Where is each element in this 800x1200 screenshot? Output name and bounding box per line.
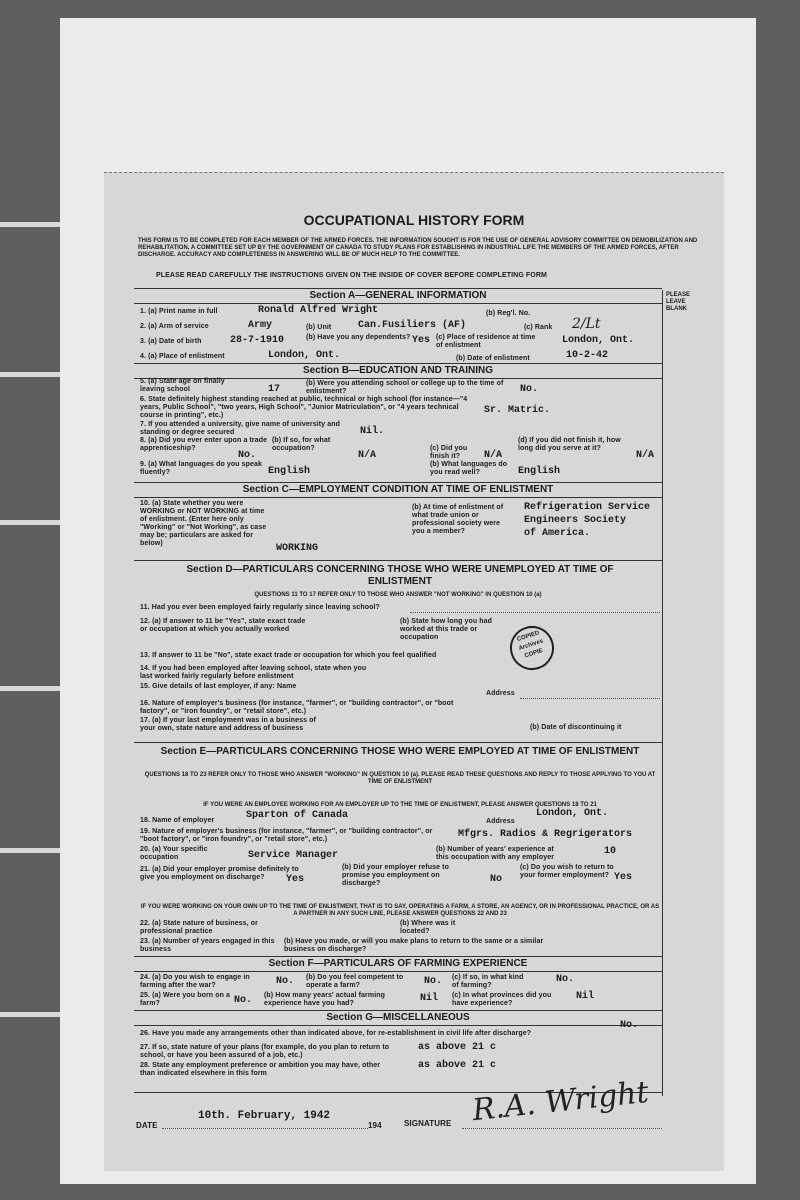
q15-address-label: Address	[486, 690, 515, 697]
q10a-label: 10. (a) State whether you were WORKING or NOT WORKING at time of enlistment. (Enter here only "Working" or "Not Working", as case may be; particulars are asked for below)	[140, 500, 267, 547]
q24c-label: (c) If so, in what kind of farming?	[452, 974, 524, 989]
q1a-label: 1. (a) Print name in full	[140, 308, 218, 315]
q20b-label: (b) Number of years' experience at this occupation with any employer	[436, 846, 555, 861]
q25b-label: (b) How many years' actual farming experience have you had?	[264, 992, 385, 1007]
farm-years-value: Nil	[420, 993, 439, 1004]
age-value: 17	[268, 384, 281, 395]
q2c-label: (c) Rank	[524, 324, 553, 331]
arrangements-value: No.	[620, 1020, 639, 1031]
binder-strip	[0, 1012, 60, 1017]
q24b-label: (b) Do you feel competent to operate a farm?	[306, 974, 404, 989]
archives-copy-stamp: COPIED Archives COPIE	[504, 620, 559, 675]
section-e-title: Section E—PARTICULARS CONCERNING THOSE WHO WERE EMPLOYED AT TIME OF ENLISTMENT	[160, 746, 640, 757]
q5b-label: (b) Were you attending school or college up to the time of enlistment?	[306, 380, 504, 395]
section-f-title: Section F—PARTICULARS OF FARMING EXPERIENCE	[268, 958, 528, 969]
binder-strip	[0, 520, 60, 525]
union-line-3: of America.	[524, 528, 591, 539]
attending-value: No.	[520, 384, 539, 395]
union-line-1: Refrigeration Service	[524, 502, 651, 513]
q11-label: 11. Had you ever been employed fairly regularly since leaving school?	[140, 604, 380, 611]
q25a-label: 25. (a) Were you born on a farm?	[140, 992, 230, 1007]
unit-value: Can.Fusiliers (AF)	[358, 320, 467, 331]
q8b-label: (b) If so, for what occupation?	[272, 437, 331, 452]
q17a-label: 17. (a) If your last employment was in a business of your own, state nature and address of business	[140, 717, 316, 732]
section-c-title: Section C—EMPLOYMENT CONDITION AT TIME OF ENLISTMENT	[242, 484, 554, 495]
signature-label: SIGNATURE	[404, 1119, 452, 1128]
date-value: 10th. February, 1942	[198, 1110, 331, 1122]
name-value: Ronald Alfred Wright	[258, 305, 379, 316]
q26-label: 26. Have you made any arrangements other than indicated above, for re-establishment in civil life after discharge?	[140, 1030, 532, 1037]
return-value: Yes	[614, 872, 633, 883]
employer-value: Sparton of Canada	[246, 810, 349, 821]
q4b-label: (b) Date of enlistment	[456, 355, 530, 362]
section-a-title: Section A—GENERAL INFORMATION	[309, 290, 487, 301]
enlist-place-value: London, Ont.	[268, 350, 341, 361]
date-label: DATE	[136, 1121, 158, 1130]
specific-occupation-value: Service Manager	[248, 850, 339, 861]
q17b-label: (b) Date of discontinuing it	[530, 724, 622, 731]
q18-label: 18. Name of employer	[140, 817, 215, 824]
status-value: WORKING	[276, 543, 319, 554]
years-experience-value: 10	[604, 846, 617, 857]
q12a-label: 12. (a) If answer to 11 be "Yes", state exact trade or occupation at which you actually worked	[140, 618, 306, 633]
q21b-label: (b) Did your employer refuse to promise you employment on discharge?	[342, 864, 449, 887]
margin-rule	[662, 290, 663, 1096]
business-value: Mfgrs. Radios & Regrigerators	[458, 829, 633, 840]
q14-label: 14. If you had been employed after leaving school, state when you last worked fairly regularly before enlistment	[140, 665, 367, 680]
provinces-value: Nil	[576, 991, 595, 1002]
section-d-title: Section D—PARTICULARS CONCERNING THOSE WHO WERE UNEMPLOYED AT TIME OF ENLISTMENT	[186, 564, 614, 587]
q9a-label: 9. (a) What languages do you speak fluently?	[140, 461, 263, 476]
preference-value: as above 21 c	[418, 1060, 497, 1071]
binder-strip	[0, 222, 60, 227]
form-instructions: PLEASE READ CAREFULLY THE INSTRUCTIONS GIVEN ON THE INSIDE OF COVER BEFORE COMPLETING FORM	[156, 272, 547, 279]
section-d-note: QUESTIONS 11 TO 17 REFER ONLY TO THOSE WHO ANSWER "NOT WORKING" IN QUESTION 10 (a)	[254, 592, 542, 598]
speak-value: English	[268, 466, 311, 477]
occupation-value: N/A	[358, 450, 377, 461]
q8a-label: 8. (a) Did you ever enter upon a trade apprenticeship?	[140, 437, 268, 452]
born-value: No.	[234, 995, 253, 1006]
q4a-label: 4. (a) Place of enlistment	[140, 353, 225, 360]
enlist-date-value: 10-2-42	[566, 350, 609, 361]
union-line-2: Engineers Society	[524, 515, 627, 526]
q3b-label: (b) Have you any dependents?	[306, 334, 411, 341]
apprentice-value: No.	[238, 450, 257, 461]
q9b-label: (b) What languages do you read well?	[430, 461, 508, 476]
plans-value: as above 21 c	[418, 1042, 497, 1053]
q15-label: 15. Give details of last employer, if any: Name	[140, 683, 297, 690]
dependents-value: Yes	[412, 335, 431, 346]
arm-value: Army	[248, 320, 273, 331]
competent-value: No.	[424, 976, 443, 987]
form-intro: THIS FORM IS TO BE COMPLETED FOR EACH MEMBER OF THE ARMED FORCES. THE INFORMATION SOUGHT IS FOR THE USE OF GENERAL ADVISORY COMMITTEE ON DEMOBILIZATION AND REHABILITATION, A COMMITTEE SET UP BY THE GOVERNMENT OF CANADA TO STUDY PLANS FOR ESTABLISHING IN INDUSTRIAL LIFE THE MEMBERS OF THE ARMED FORCES, AFTER DISCHARGE. ACCURACY AND COMPLETENESS IN ANSWERING WILL BE OF MUCH HELP TO THE COMMITTEE.	[138, 238, 698, 258]
q23a-label: 23. (a) Number of years engaged in this business	[140, 938, 275, 953]
q22b-label: (b) Where was it located?	[400, 920, 456, 935]
q24a-label: 24. (a) Do you wish to engage in farming after the war?	[140, 974, 250, 989]
binder-strip	[0, 848, 60, 853]
promise-value: Yes	[286, 874, 305, 885]
q2b-label: (b) Unit	[306, 324, 332, 331]
q21a-label: 21. (a) Did your employer promise definitely to give you employment on discharge?	[140, 866, 299, 881]
binder-strip	[0, 686, 60, 691]
q7-label: 7. If you attended a university, give name of university and standing or degree secured	[140, 421, 340, 436]
q6-label: 6. State definitely highest standing reached at public, technical or high school (for instance—"4 years, Public School", "two years, High School", "Junior Matriculation", or "4 years technical course in printing", etc.)	[140, 396, 468, 419]
year-suffix: 194	[368, 1121, 382, 1130]
kind-value: No.	[556, 974, 575, 985]
q3c-label: (c) Place of residence at time of enlistment	[436, 334, 536, 349]
engage-value: No.	[276, 976, 295, 987]
section-g-title: Section G—MISCELLANEOUS	[326, 1012, 470, 1023]
read-value: English	[518, 466, 561, 477]
finish-value: N/A	[484, 450, 503, 461]
rank-value: 2/Lt	[572, 316, 601, 332]
form-title: OCCUPATIONAL HISTORY FORM	[303, 212, 525, 228]
q20a-label: 20. (a) Your specific occupation	[140, 846, 208, 861]
binder-strip	[0, 372, 60, 377]
signature: R.A. Wright	[470, 1074, 651, 1129]
q2a-label: 2. (a) Arm of service	[140, 323, 209, 330]
university-value: Nil.	[360, 426, 385, 437]
q3a-label: 3. (a) Date of birth	[140, 338, 202, 345]
section-e-own-business-note: IF YOU WERE WORKING ON YOUR OWN UP TO THE TIME OF ENLISTMENT, THAT IS TO SAY, OPERATING A FARM, A STORE, AN AGENCY, OR IN PROFESSIONAL PRACTICE, OR AS A PARTNER IN ANY SUCH LINE, PLEASE ANSWER QUESTIONS 22 AND 23	[140, 904, 660, 917]
standing-value: Sr. Matric.	[484, 405, 551, 416]
q12b-label: (b) State how long you had worked at this trade or occupation	[400, 618, 493, 641]
q5a-label: 5. (a) State age on finally leaving school	[140, 378, 225, 393]
q8d-label: (d) If you did not finish it, how long did you serve at it?	[518, 437, 621, 452]
dob-value: 28-7-1910	[230, 335, 285, 346]
q13-label: 13. If answer to 11 be "No", state exact trade or occupation for which you feel qualified	[140, 652, 437, 659]
leave-blank-note: PLEASE LEAVE BLANK	[666, 292, 691, 312]
q22a-label: 22. (a) State nature of business, or professional practice	[140, 920, 258, 935]
q8c-label: (c) Did you finish it?	[430, 445, 468, 460]
q10b-label: (b) At time of enlistment of what trade union or professional society were you a member?	[412, 504, 504, 535]
q21c-label: (c) Do you wish to return to your former employment?	[520, 864, 614, 879]
employer-address-value: London, Ont.	[536, 808, 609, 819]
refuse-value: No	[490, 874, 503, 885]
section-e-note: QUESTIONS 18 TO 23 REFER ONLY TO THOSE WHO ANSWER "WORKING" IN QUESTION 10 (a). PLEASE READ THESE QUESTIONS AND REPLY TO THOSE APPLYING TO YOU AT TIME OF ENLISTMENT	[144, 772, 656, 785]
q18-address-label: Address	[486, 818, 515, 825]
section-b-title: Section B—EDUCATION AND TRAINING	[303, 365, 493, 376]
q28-label: 28. State any employment preference or ambition you may have, other than indicated elsewhere in this form	[140, 1062, 381, 1077]
q19-label: 19. Nature of employer's business (for instance, "farmer", or "building contractor", or "boot factory", or "iron foundry", or "retail store", etc.)	[140, 828, 433, 843]
q25c-label: (c) In what provinces did you have experience?	[452, 992, 552, 1007]
served-value: N/A	[636, 450, 655, 461]
q27-label: 27. If so, state nature of your plans (for example, do you plan to return to school, or have you been assured of a job, etc.)	[140, 1044, 390, 1059]
section-e-employee-note: IF YOU WERE AN EMPLOYEE WORKING FOR AN EMPLOYER UP TO THE TIME OF ENLISTMENT, PLEASE ANSWER QUESTIONS 18 TO 21	[203, 802, 597, 808]
q23b-label: (b) Have you made, or will you make plans to return to the same or a similar business on discharge?	[284, 938, 544, 953]
q1b-label: (b) Reg'l. No.	[486, 310, 531, 317]
residence-value: London, Ont.	[562, 335, 635, 346]
q16-label: 16. Nature of employer's business (for instance, "farmer", or "building contractor", or "boot factory", or "iron foundry", or "retail store", etc.)	[140, 700, 454, 715]
